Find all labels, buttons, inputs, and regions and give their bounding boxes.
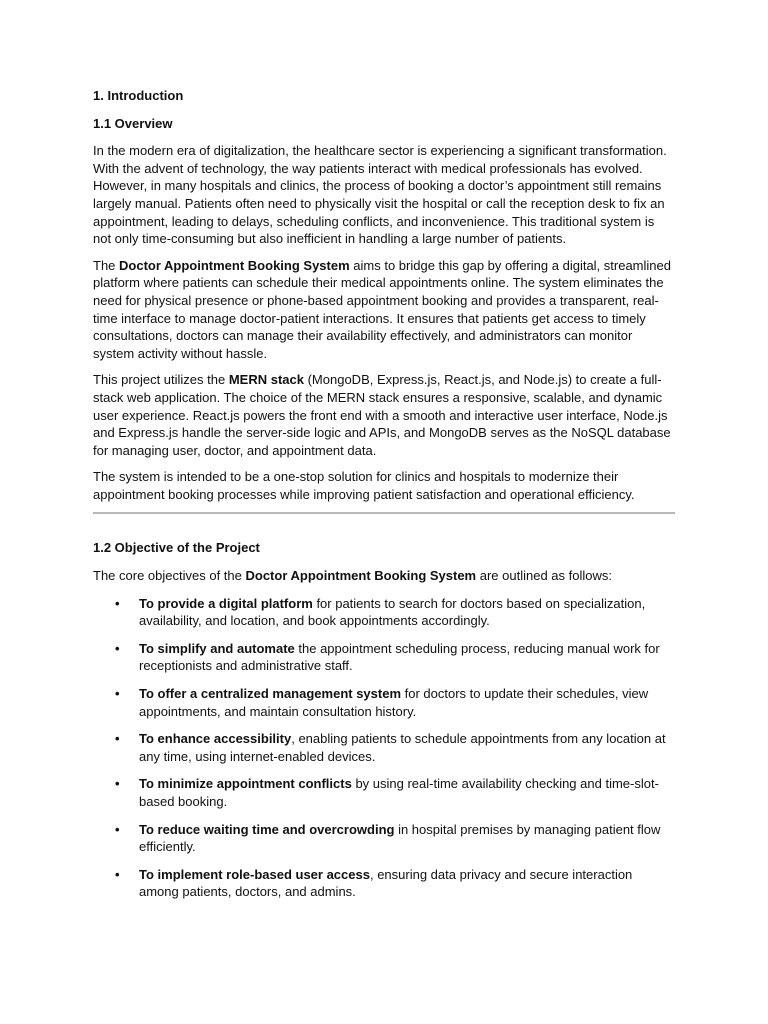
bullet-icon: • (115, 640, 120, 656)
list-item (93, 595, 675, 630)
subsection-heading-overview: 1.1 Overview (93, 115, 173, 131)
system-name-bold: Doctor Appointment Booking System (119, 257, 350, 273)
document-page (93, 87, 675, 911)
objective-title: To minimize appointment conflicts (139, 776, 352, 792)
overview-paragraph-3 (93, 371, 675, 459)
list-item (93, 821, 675, 856)
paragraph-text: (MongoDB, Express.js, React.js, and Node.js) to create a full-stack web application. The choice of the MERN stack ensures a responsive, scalable, and dynamic user experience. React.js powers the front end with a smooth and interactive user interface, Node.js and Express.js handle the server-side logic and APIs, and MongoDB serves as the NoSQL database for managing user, doctor, and appointment data. (93, 372, 671, 458)
paragraph-text: The core objectives of the (93, 568, 246, 584)
overview-paragraph-1: In the modern era of digitalization, the healthcare sector is experiencing a significant transformation. With the advent of technology, the way patients interact with medical professionals has evolved. However, in many hospitals and clinics, the process of booking a doctor’s appointment still remains largely manual. Patients often need to physically visit the hospital or call the reception desk to fix an appointment, leading to delays, scheduling conflicts, and inconvenience. This traditional system is not only time-consuming but also inefficient in handling a large number of patients. (93, 143, 667, 247)
list-item (93, 775, 675, 810)
objective-text: in hospital premises by managing patient flow efficiently. (139, 821, 661, 855)
paragraph-text: aims to bridge this gap by offering a digital, streamlined platform where patients can schedule their medical appointments online. The system eliminates the need for physical presence or phone-based appointment booking and provides a transparent, real-time interface to manage doctor-patient interactions. It ensures that patients get access to timely consultations, doctors can manage their availability effectively, and administrators can monitor system activity without hassle. (93, 257, 671, 361)
subsection-heading-objectives: 1.2 Objective of the Project (93, 540, 260, 556)
objectives-list (93, 595, 675, 901)
objectives-intro (93, 567, 675, 585)
bullet-icon: • (115, 776, 120, 792)
objective-text: by using real-time availability checking and time-slot-based booking. (139, 776, 659, 809)
paragraph-text: are outlined as follows: (476, 568, 612, 584)
system-name-bold: Doctor Appointment Booking System (245, 568, 477, 584)
paragraph-text: This project utilizes the (93, 372, 229, 388)
objective-text: , enabling patients to schedule appointments from any location at any time, using internet-enabled devices. (139, 731, 666, 764)
section-heading-introduction: 1. Introduction (93, 88, 184, 103)
objective-title: To reduce waiting time and overcrowding (139, 821, 395, 837)
objective-title: To implement role-based user access (139, 866, 370, 882)
objective-text: for doctors to update their schedules, view appointments, and maintain consultation history. (139, 686, 649, 719)
bullet-icon: • (115, 686, 120, 702)
list-item (93, 640, 675, 675)
objective-text: , ensuring data privacy and secure interaction among patients, doctors, and admins. (139, 866, 633, 900)
overview-paragraph-4: The system is intended to be a one-stop solution for clinics and hospitals to modernize their appointment booking processes while improving patient satisfaction and operational efficiency. (93, 469, 635, 502)
objective-text: the appointment scheduling process, reducing manual work for receptionists and administrative staff. (139, 640, 660, 674)
objective-title: To provide a digital platform (139, 595, 313, 611)
bullet-icon: • (115, 731, 120, 747)
list-item (93, 866, 675, 901)
section-divider (93, 512, 675, 514)
bullet-icon: • (115, 866, 120, 882)
objective-text: for patients to search for doctors based on specialization, availability, and location, and book appointments accordingly. (139, 595, 646, 629)
overview-paragraph-2 (93, 257, 675, 363)
objective-title: To enhance accessibility (139, 731, 292, 747)
list-item (93, 730, 675, 765)
bullet-icon: • (115, 821, 120, 837)
bullet-icon: • (115, 595, 120, 611)
objective-title: To offer a centralized management system (139, 686, 402, 702)
paragraph-text: The (93, 257, 120, 273)
objective-title: To simplify and automate (139, 640, 295, 656)
list-item (93, 685, 675, 720)
mern-stack-bold: MERN stack (228, 372, 304, 388)
